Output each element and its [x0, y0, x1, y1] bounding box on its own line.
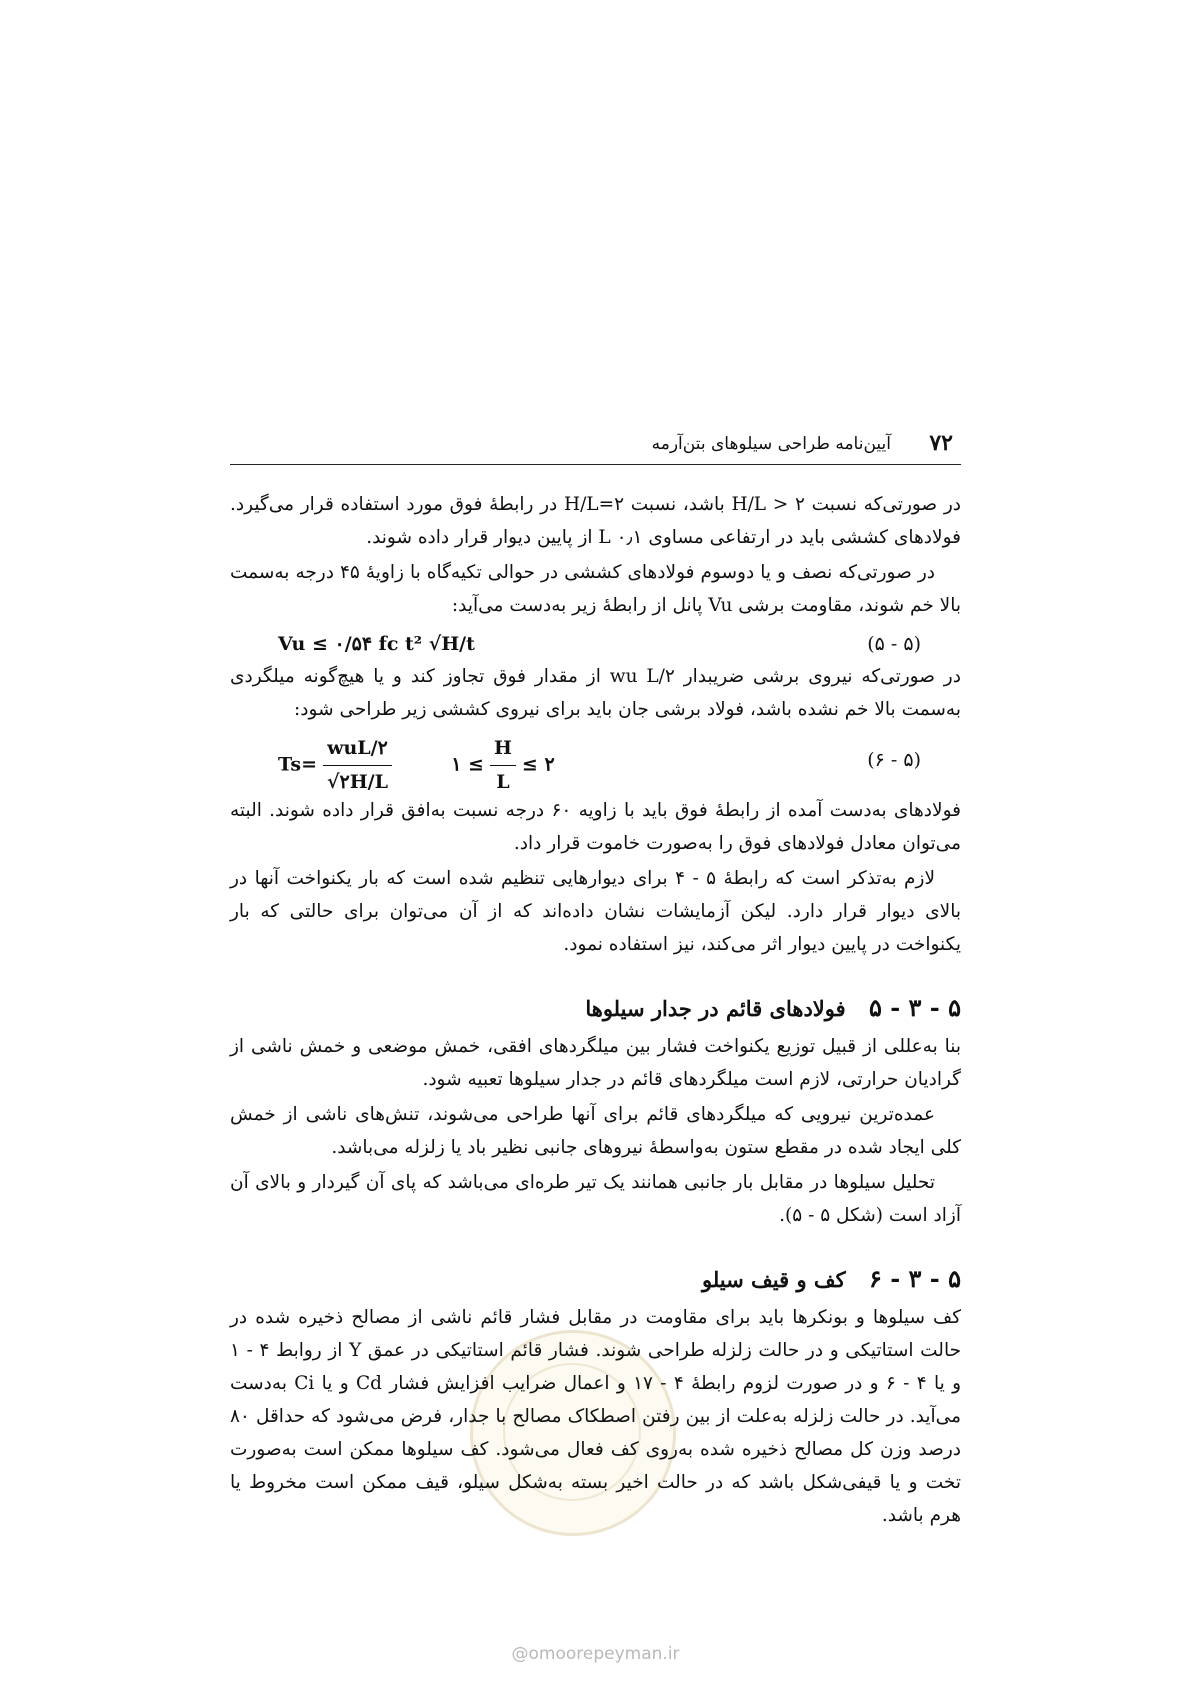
equation-5-6: [230, 728, 961, 794]
section-title: فولادهای قائم در جدار سیلوها: [585, 996, 846, 1021]
equation-lhs: Ts=: [278, 753, 318, 776]
paragraph: در صورتی‌که نصف و یا دوسوم فولادهای کششی در حوالی تکیه‌گاه با زاویهٔ ۴۵ درجه به‌سمت بالا خم شوند، مقاومت برشی Vu پانل از رابطهٔ زیر به‌دست می‌آید:: [230, 562, 961, 616]
equation-number: (۶ - ۵): [867, 749, 921, 771]
equation-fraction: [323, 732, 392, 799]
paragraph: عمده‌ترین نیرویی که میلگردهای قائم برای آنها طراحی می‌شوند، تنش‌های ناشی از خمش کلی ایجاد شده در مقطع ستون به‌واسطهٔ نیروهای جانبی نظیر باد یا زلزله می‌باشد.: [230, 1104, 961, 1158]
equation-number: (۵ - ۵): [867, 633, 921, 655]
equation-formula: [278, 732, 555, 799]
condition-numerator: H: [490, 732, 516, 766]
running-title: آیین‌نامه طراحی سیلوهای بتن‌آرمه: [651, 434, 891, 454]
equation-5-5: [230, 624, 961, 660]
condition-prefix: ۱ ≤: [451, 753, 484, 776]
paragraph: در صورتی‌که نسبت H/L > ۲ باشد، نسبت H/L=۲ در رابطهٔ فوق مورد استفاده قرار می‌گیرد. فولادهای کششی باید در ارتفاعی مساوی L ۰٫۱ از پایین دیوار قرار داده شوند.: [230, 494, 961, 548]
section-heading: [230, 1262, 961, 1297]
section-number: ۵ - ۳ - ۵: [868, 993, 961, 1022]
paragraph: لازم به‌تذکر است که رابطهٔ ۵ - ۴ برای دیوارهایی تنظیم شده است که بار یکنواخت آنها در بالای دیوار قرار دارد. لیکن آزمایشات نشان داده‌اند که از آن می‌توان برای حالتی که بار یکنواخت در پایین دیوار اثر می‌کند، نیز استفاده نمود.: [230, 868, 961, 955]
section-number: ۵ - ۳ - ۶: [868, 1264, 961, 1293]
condition-fraction: [490, 732, 516, 799]
body-text: [230, 488, 961, 1534]
fraction-denominator: √۲H/L: [327, 771, 388, 793]
paragraph: فولادهای به‌دست آمده از رابطهٔ فوق باید با زاویه ۶۰ درجه نسبت به‌افق قرار داده شوند. البته می‌توان معادل فولادهای فوق را به‌صورت خاموت قرار داد.: [230, 800, 961, 854]
fraction-numerator: wuL/۲: [323, 732, 392, 766]
page-header: [230, 428, 961, 465]
paragraph: تحلیل سیلوها در مقابل بار جانبی همانند یک تیر طره‌ای می‌باشد که پای آن گیردار و بالای آن آزاد است (شکل ۵ - ۵).: [230, 1172, 961, 1226]
paragraph: بنا به‌عللی از قبیل توزیع یکنواخت فشار بین میلگردهای افقی، خمش موضعی و خمش ناشی از گرادیان حرارتی، لازم است میلگردهای قائم در جدار سیلوها تعبیه شود.: [230, 1036, 961, 1090]
paragraph: در صورتی‌که نیروی برشی ضریبدار wu L/۲ از مقدار فوق تجاوز کند و یا هیچ‌گونه میلگردی به‌سمت بالا خم نشده باشد، فولاد برشی جان باید برای نیروی کششی زیر طراحی شود:: [230, 666, 961, 720]
section-title: کف و قیف سیلو: [702, 1267, 846, 1292]
watermark-url: @omoorepeyman.ir: [511, 1644, 680, 1664]
condition-suffix: ≤ ۲: [521, 753, 555, 776]
paragraph: کف سیلوها و بونکرها باید برای مقاومت در مقابل فشار قائم ناشی از مصالح ذخیره شده در حالت استاتیکی و در حالت زلزله طراحی شوند. فشار قائم استاتیکی در عمق Y از روابط ۴ - ۱ و یا ۴ - ۶ و در صورت لزوم رابطهٔ ۴ - ۱۷ و اعمال ضرایب افزایش فشار Cd و یا Ci به‌دست می‌آید. در حالت زلزله به‌علت از بین رفتن اصطکاک مصالح با جدار، فرض می‌شود که حداقل ۸۰ درصد وزن کل مصالح ذخیره شده به‌روی کف فعال می‌شود. کف سیلوها ممکن است به‌صورت تخت و یا قیفی‌شکل باشد که در حالت اخیر بسته به‌شکل سیلو، قیف ممکن است مخروط یا هرم باشد.: [230, 1307, 962, 1526]
equation-formula: Vu ≤ ۰/۵۴ fc t² √H/t: [278, 633, 475, 655]
section-heading: [230, 991, 961, 1026]
page-number: ۷۲: [929, 430, 953, 456]
condition-denominator: L: [496, 771, 510, 793]
